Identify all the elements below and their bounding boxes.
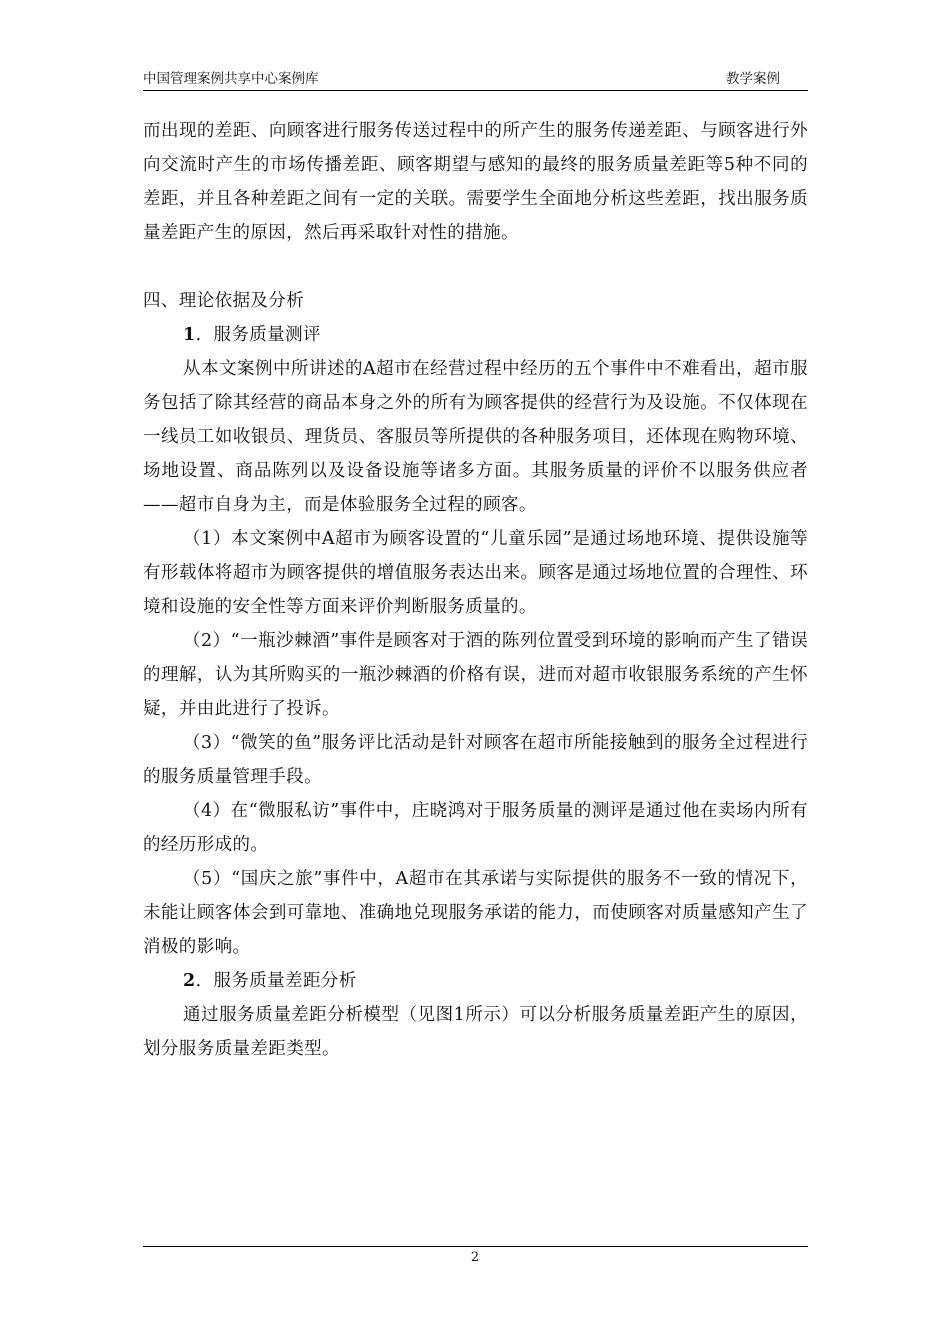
list-item-2: （2）“一瓶沙棘酒”事件是顾客对于酒的陈列位置受到环境的影响而产生了错误的理解，认为其所购买的一瓶沙棘酒的价格有误，进而对超市收银服务系统的产生怀疑，并由此进行了投诉。 [143, 631, 808, 719]
page-number: 2 [470, 1250, 480, 1265]
list-item-3: （3）“微笑的鱼”服务评比活动是针对顾客在超市所能接触到的服务全过程进行的服务质量管理手段。 [143, 733, 808, 787]
header-category: 教学案例 [726, 71, 780, 87]
footer-divider [143, 1246, 808, 1247]
body-paragraph-2: 通过服务质量差距分析模型（见图1所示）可以分析服务质量差距产生的原因，划分服务质量差距类型。 [143, 1005, 808, 1059]
header-source: 中国管理案例共享中心案例库 [143, 71, 319, 87]
list-item-1: （1）本文案例中A超市为顾客设置的“儿童乐园”是通过场地环境、提供设施等有形载体将超市为顾客提供的增值服务表达出来。顾客是通过场地位置的合理性、环境和设施的安全性等方面来评价判断服务质量的。 [143, 529, 808, 617]
continuation-paragraph: 而出现的差距、向顾客进行服务传送过程中的所产生的服务传递差距、与顾客进行外向交流时产生的市场传播差距、顾客期望与感知的最终的服务质量差距等5种不同的差距，并且各种差距之间有一定的关联。需要学生全面地分析这些差距，找出服务质量差距产生的原因，然后再采取针对性的措施。 [143, 121, 808, 243]
list-item-4: （4）在“微服私访”事件中，庄晓鸿对于服务质量的测评是通过他在卖场内所有的经历形成的。 [143, 801, 808, 855]
subsection-heading-1 [143, 318, 808, 352]
header-divider [143, 90, 808, 91]
document-body [143, 114, 808, 1066]
subsection-title-1: ．服务质量测评 [195, 325, 321, 345]
page-header [143, 70, 808, 92]
subsection-heading-2 [143, 964, 808, 998]
paragraph-gap [143, 250, 808, 284]
list-item-5: （5）“国庆之旅”事件中，A超市在其承诺与实际提供的服务不一致的情况下，未能让顾客体会到可靠地、准确地兑现服务承诺的能力，而使顾客对质量感知产生了消极的影响。 [143, 869, 808, 957]
body-paragraph-1: 从本文案例中所讲述的A超市在经营过程中经历的五个事件中不难看出，超市服务包括了除其经营的商品本身之外的所有为顾客提供的经营行为及设施。不仅体现在一线员工如收银员、理货员、客服员等所提供的各种服务项目，还体现在购物环境、场地设置、商品陈列以及设备设施等诸多方面。其服务质量的评价不以服务供应者——超市自身为主，而是体验服务全过程的顾客。 [143, 359, 808, 515]
subsection-number-1: 1 [183, 325, 196, 345]
subsection-title-2: ．服务质量差距分析 [195, 971, 357, 991]
subsection-number-2: 2 [183, 971, 196, 991]
section-heading: 四、理论依据及分析 [143, 291, 305, 311]
